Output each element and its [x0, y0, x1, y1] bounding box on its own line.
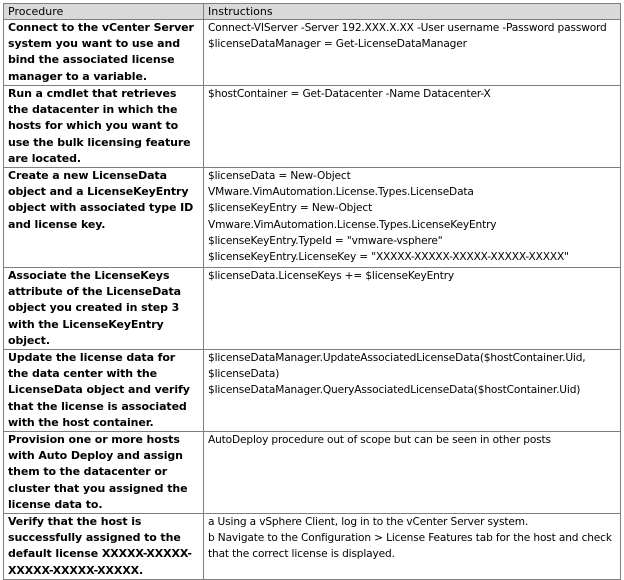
instruction-line: $licenseKeyEntry.LicenseKey = "XXXXX-XXXXX-XXXXX-XXXXX-XXXXX" — [208, 251, 569, 264]
table-row — [4, 168, 621, 268]
procedure-cell: Verify that the host is successfully assigned to the default license XXXXX-XXXXX-XXXXX-XXXXX-XXXXX. — [4, 514, 204, 580]
instructions-cell — [204, 86, 621, 168]
procedure-cell: Provision one or more hosts with Auto Deploy and assign them to the datacenter or cluster that you assigned the license data to. — [4, 432, 204, 514]
header-procedure: Procedure — [4, 4, 204, 20]
instruction-line: AutoDeploy procedure out of scope but can be seen in other posts — [208, 434, 551, 447]
instruction-line: $hostContainer = Get-Datacenter -Name Datacenter-X — [208, 88, 491, 100]
table-row — [4, 514, 621, 580]
header-row — [4, 4, 621, 20]
procedure-cell: Update the license data for the data center with the LicenseData object and verify that the license is associated with the host container. — [4, 350, 204, 432]
header-instructions: Instructions — [204, 4, 621, 20]
instruction-line: a Using a vSphere Client, log in to the vCenter Server system. — [208, 516, 529, 529]
instruction-line: $licenseData = New-Object VMware.VimAutomation.License.Types.LicenseData — [208, 170, 474, 199]
procedure-cell: Run a cmdlet that retrieves the datacenter in which the hosts for which you want to use the bulk licensing feature are located. — [4, 86, 204, 168]
instruction-line: $licenseDataManager = Get-LicenseDataManager — [208, 38, 467, 51]
table-row — [4, 432, 621, 514]
instruction-line: $licenseKeyEntry = New-Object Vmware.VimAutomation.License.Types.LicenseKeyEntry — [208, 202, 497, 231]
instructions-cell — [204, 20, 621, 86]
instruction-line: $licenseKeyEntry.TypeId = "vmware-vsphere" — [208, 234, 443, 247]
instruction-line: $licenseDataManager.UpdateAssociatedLicenseData($hostContainer.Uid, $licenseData) — [208, 352, 586, 381]
table-row — [4, 86, 621, 168]
table-row — [4, 20, 621, 86]
instruction-line: $licenseData.LicenseKeys += $licenseKeyEntry — [208, 270, 455, 283]
instructions-cell — [204, 432, 621, 514]
table-row — [4, 268, 621, 350]
table-row — [4, 350, 621, 432]
instruction-line: Connect-VIServer -Server 192.XXX.X.XX -User username -Password password — [208, 22, 607, 34]
instruction-line: b Navigate to the Configuration > License Features tab for the host and check that the correct license is displayed. — [208, 532, 612, 561]
procedure-cell: Associate the LicenseKeys attribute of the LicenseData object you created in step 3 with the LicenseKeyEntry object. — [4, 268, 204, 350]
procedure-cell: Create a new LicenseData object and a LicenseKeyEntry object with associated type ID and license key. — [4, 168, 204, 268]
instruction-line: $licenseDataManager.QueryAssociatedLicenseData($hostContainer.Uid) — [208, 384, 581, 397]
instructions-cell — [204, 350, 621, 432]
instructions-cell — [204, 514, 621, 580]
procedure-table — [3, 3, 621, 580]
instructions-cell — [204, 168, 621, 268]
procedure-cell: Connect to the vCenter Server system you want to use and bind the associated license manager to a variable. — [4, 20, 204, 86]
instructions-cell — [204, 268, 621, 350]
